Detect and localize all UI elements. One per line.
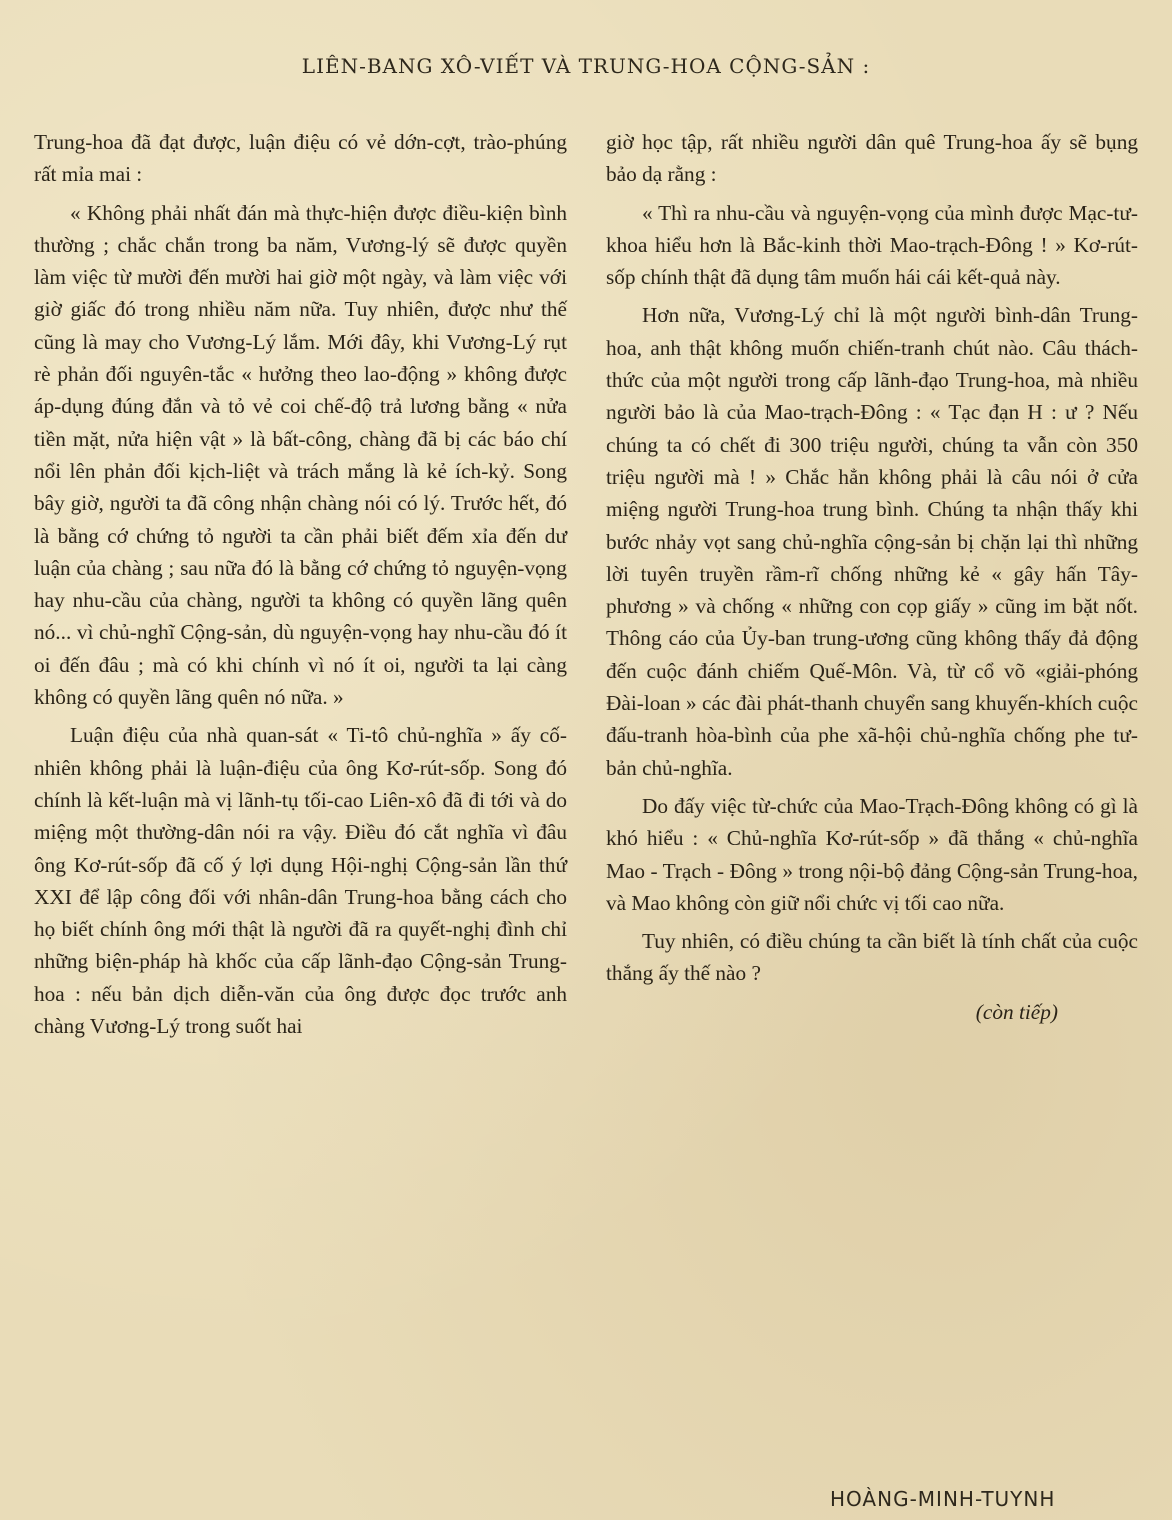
quoted-paragraph: « Không phải nhất đán mà thực-hiện được điều-kiện bình thường ; chắc chắn trong ba năm, Vương-lý sẽ được quyền làm việc từ mười đến mười hai giờ một ngày, và làm việc với giờ giấc đó trong nhiều năm nữa. Tuy nhiên, được như thế cũng là may cho Vương-Lý lắm. Mới đây, khi Vương-Lý rụt rè phản đối nguyên-tắc « hưởng theo lao-động » không được áp-dụng đúng đắn và tỏ vẻ coi chế-độ trả lương bằng « nửa tiền mặt, nửa hiện vật » là bất-công, chàng đã bị các báo chí nổi lên phản đối kịch-liệt và trách mắng là kẻ ích-kỷ. Song bây giờ, người ta đã công nhận chàng nói có lý. Trước hết, đó là bằng cớ chứng tỏ người ta cần phải biết đếm xỉa đến dư luận của chàng ; sau nữa đó là bằng cớ chứng tỏ nguyện-vọng hay nhu-cầu của chàng, người ta không có quyền lãng quên nó... vì chủ-nghĩ Cộng-sản, dù nguyện-vọng hay nhu-cầu đó ít oi đến đâu ; mà có khi chính vì nó ít oi, người ta lại càng không có quyền lãng quên nó nữa. » <box>34 200 567 710</box>
paragraph: Luận điệu của nhà quan-sát « Ti-tô chủ-nghĩa » ấy cố-nhiên không phải là luận-điệu của ông Kơ-rút-sốp. Song đó chính là kết-luận mà vị lãnh-tụ tối-cao Liên-xô đã đi tới và do miệng một thường-dân nói ra vậy. Điều đó cắt nghĩa vì đâu ông Kơ-rút-sốp đã cố ý lợi dụng Hội-nghị Cộng-sản lần thứ XXI để lập công đối với nhân-dân Trung-hoa bằng cách cho họ biết chính ông mới thật là người đã ra quyết-nghị đình chỉ những biện-pháp hà khốc của cấp lãnh-đạo Cộng-sản Trung-hoa : nếu bản dịch diễn-văn của ông được đọc trước anh chàng Vương-Lý trong suốt hai <box>34 723 567 1039</box>
paragraph: Do đấy việc từ-chức của Mao-Trạch-Đông không có gì là khó hiểu : « Chủ-nghĩa Kơ-rút-sốp » đã thắng « chủ-nghĩa Mao - Trạch - Đông » trong nội-bộ đảng Cộng-sản Trung-hoa, và Mao không còn giữ nổi chức vị tối cao nữa. <box>606 793 1138 915</box>
quoted-paragraph: « Thì ra nhu-cầu và nguyện-vọng của mình được Mạc-tư-khoa hiểu hơn là Bắc-kinh thời Mao-trạch-Đông ! » Kơ-rút-sốp chính thật đã dụng tâm muốn hái cái kết-quả này. <box>606 200 1138 290</box>
author-byline: HOÀNG-MINH-TUYNH <box>830 1487 1056 1511</box>
right-column <box>606 126 1138 1028</box>
paragraph: giờ học tập, rất nhiều người dân quê Trung-hoa ấy sẽ bụng bảo dạ rằng : <box>606 130 1138 187</box>
paragraph: Tuy nhiên, có điều chúng ta cần biết là tính chất của cuộc thắng ấy thế nào ? <box>606 929 1138 986</box>
left-column <box>34 126 567 1048</box>
continued-note: (còn tiếp) <box>975 999 1058 1024</box>
paragraph: Trung-hoa đã đạt được, luận điệu có vẻ dớn-cợt, trào-phúng rất mỉa mai : <box>34 130 567 187</box>
paragraph: Hơn nữa, Vương-Lý chỉ là một người bình-dân Trung-hoa, anh thật không muốn chiến-tranh chút nào. Câu thách-thức của một người trong cấp lãnh-đạo Trung-hoa, mà nhiều người bảo là của Mao-trạch-Đông : « Tạc đạn H : ư ? Nếu chúng ta có chết đi 300 triệu người, chúng ta vẫn còn 350 triệu người mà ! » Chắc hẳn không phải là câu nói ở cửa miệng người Trung-hoa trung bình. Chúng ta nhận thấy khi bước nhảy vọt sang chủ-nghĩa cộng-sản bị chặn lại thì những lời tuyên truyền rầm-rĩ chống những kẻ « gây hấn Tây-phương » và chống « những con cọp giấy » cũng im bặt nốt. Thông cáo của Ủy-ban trung-ương cũng không thấy đả động đến cuộc đánh chiếm Quế-Môn. Và, từ cổ võ «giải-phóng Đài-loan » các đài phát-thanh chuyển sang khuyến-khích cuộc đấu-tranh hòa-bình của phe xã-hội chủ-nghĩa chống phe tư-bản chủ-nghĩa. <box>606 303 1138 780</box>
running-header: LIÊN-BANG XÔ-VIẾT VÀ TRUNG-HOA CỘNG-SẢN : <box>301 54 871 78</box>
